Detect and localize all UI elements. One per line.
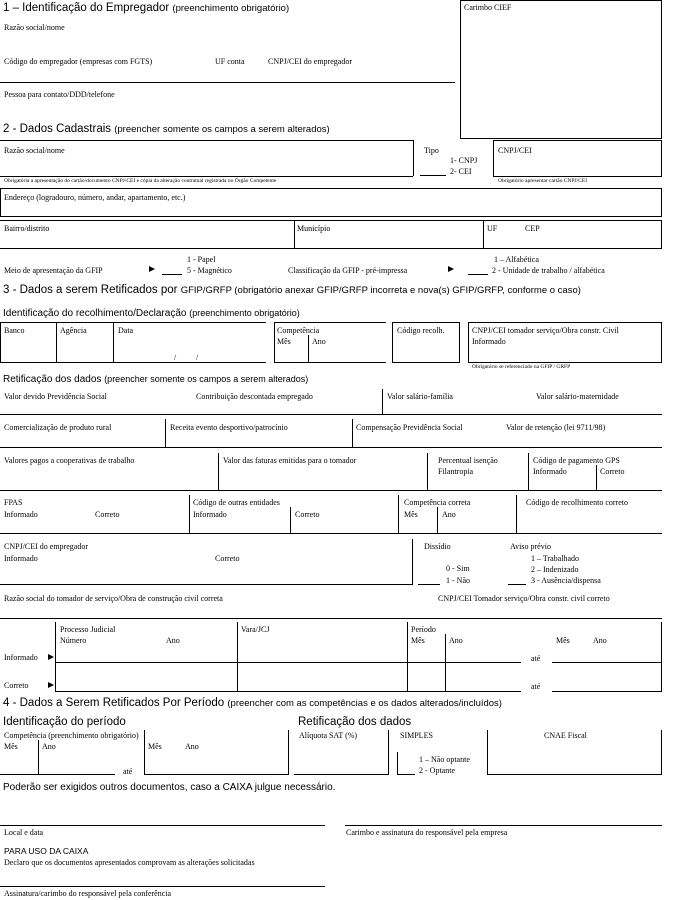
s3-processo-numero: Número — [60, 636, 87, 645]
s1-razao-label: Razão social/nome — [4, 23, 65, 32]
footer-declaro: Declaro que os documentos apresentados comprovam as alterações solicitadas — [4, 858, 255, 867]
s3-agencia-label: Agência — [60, 326, 87, 335]
s4-divider — [661, 730, 662, 775]
s3-aviso-ausencia: 3 - Ausência/dispensa — [531, 576, 601, 585]
s3-line — [274, 362, 386, 363]
s2-line — [0, 176, 413, 177]
s3-line — [55, 691, 521, 692]
s3-cnpj-tom-correto-label: CNPJ/CEI Tomador serviço/Obra constr. civil correto — [438, 594, 610, 603]
s3-line — [392, 322, 460, 323]
s4-divider — [487, 730, 488, 775]
s3-line — [0, 322, 266, 323]
s2-uf-label: UF — [487, 224, 498, 233]
s1-uf-label: UF conta — [215, 57, 245, 66]
section-3-title: 3 - Dados a serem Retificados por GFIP/GRFP (obrigatório anexar GFIP/GRFP incorreta e nova(s) GFIP/GRFP, conforme o caso) — [3, 284, 581, 296]
footer-assinatura-label: Assinatura/carimbo do responsável pela conferência — [4, 889, 172, 898]
s3-retencao-label: Valor de retenção (lei 9711/98) — [506, 423, 606, 432]
s3-line — [392, 362, 460, 363]
s3-cnpj-emp-informado: Informado — [4, 554, 38, 563]
s3-divider — [661, 622, 662, 692]
s2-meio-blank[interactable] — [162, 274, 182, 275]
s3-fpas-informado: Informado — [4, 510, 38, 519]
s3-sal-fam-label: Valor salário-família — [387, 392, 453, 401]
s3-dissidio-label: Dissídio — [424, 542, 451, 551]
s4-divider — [397, 752, 398, 775]
s2-cep-label: CEP — [525, 224, 540, 233]
s3-periodo-mes2: Mês — [556, 636, 570, 645]
s4-simples-label: SIMPLES — [400, 731, 433, 740]
s3-line — [0, 414, 662, 415]
s2-divider — [493, 140, 494, 176]
s3-aviso-indenizado: 2 – Indenizado — [531, 565, 579, 574]
s4-ident-title: Identificação do período — [3, 716, 126, 728]
s3-divider — [165, 419, 166, 447]
s1-line — [0, 82, 455, 83]
s3-cod-outras-label: Código de outras entidades — [193, 498, 280, 507]
s3-periodo-ano: Ano — [449, 636, 463, 645]
arrow-right-icon — [48, 654, 54, 660]
s2-tipo-blank[interactable] — [420, 175, 446, 176]
s2-top-line-right — [493, 140, 662, 141]
s3-line — [468, 322, 662, 323]
s2-tipo-label: Tipo — [424, 146, 439, 155]
s3-aviso-label: Aviso prévio — [510, 542, 551, 551]
s3-ident-title: Identificação do recolhimento/Declaração (preenchimento obrigatório) — [3, 308, 300, 319]
s3-codpag-correto: Correto — [600, 467, 625, 476]
s2-meio-label: Meio de apresentação da GFIP — [4, 266, 103, 275]
s3-compet-ano: Ano — [312, 337, 326, 346]
s3-line — [0, 490, 662, 491]
s3-divider — [596, 465, 597, 491]
s3-line — [274, 322, 386, 323]
s4-line — [487, 774, 662, 775]
s3-line — [0, 362, 266, 363]
s3-divider — [56, 322, 57, 363]
s4-simples-sim: 2 - Optante — [419, 766, 455, 775]
s3-compet-correta-ano: Ano — [442, 510, 456, 519]
s3-retif-title: Retificação dos dados (preencher somente os campos a serem alterados) — [3, 374, 309, 385]
s3-fpas-label: FPAS — [4, 498, 23, 507]
s3-codpag-label: Código de pagamento GPS — [533, 456, 620, 465]
s1-codigo-label: Código do empregador (empresas com FGTS) — [4, 57, 153, 66]
s1-contato-label: Pessoa para contato/DDD/telefone — [4, 90, 115, 99]
s2-classif-unidade: 2 - Unidade de trabalho / alfabética — [492, 266, 605, 275]
s3-divider — [459, 322, 460, 363]
s2-divider — [294, 220, 295, 248]
s3-periodo-ano2: Ano — [593, 636, 607, 645]
s3-correto-ate: até — [531, 682, 541, 691]
s3-contrib-label: Contribuição descontada empregado — [196, 392, 313, 401]
s3-line — [0, 447, 662, 448]
s3-divider — [352, 419, 353, 447]
s3-divider — [382, 389, 383, 415]
s3-dissidio-nao: 1 - Não — [446, 576, 470, 585]
s3-data-slash: / — [174, 353, 177, 362]
s4-divider — [388, 730, 389, 775]
s3-divider — [468, 322, 469, 363]
s3-divider — [445, 634, 446, 692]
s3-row-correto: Correto — [4, 681, 29, 690]
s2-line — [493, 176, 662, 177]
s3-divider — [407, 622, 408, 692]
s4-ano2-label: Ano — [185, 742, 199, 751]
s4-cnae-label: CNAE Fiscal — [544, 731, 587, 740]
s4-line — [144, 774, 288, 775]
s2-cnpj-label: CNPJ/CEI — [498, 146, 532, 155]
s3-vara-label: Vara/JCJ — [241, 625, 270, 634]
s3-filantropia-label: Filantropia — [438, 467, 474, 476]
s3-divider — [437, 507, 438, 534]
s3-dissidio-sim: 0 - Sim — [446, 564, 470, 573]
s3-cod-rec-correto-label: Código de recolhimento correto — [526, 498, 628, 507]
s3-aviso-blank[interactable] — [508, 584, 526, 585]
footer-note: Poderão ser exigidos outros documentos, caso a CAIXA julgue necessário. — [3, 782, 336, 793]
footer-para-uso: PARA USO DA CAIXA — [4, 846, 89, 856]
carimbo-cief-box[interactable] — [460, 0, 662, 139]
s2-classif-label: Classificação da GFIP - pré-impressa — [288, 266, 408, 275]
s3-receita-label: Receita evento desportivo/patrocínio — [170, 423, 288, 432]
s3-cod-outras-correto: Correto — [295, 510, 320, 519]
s3-divider — [290, 507, 291, 534]
section-1-title: 1 – Identificação do Empregador (preenchimento obrigatório) — [3, 2, 290, 14]
s2-classif-blank[interactable] — [468, 274, 488, 275]
s4-line — [294, 774, 389, 775]
s3-divider — [308, 335, 309, 363]
arrow-right-icon — [48, 682, 54, 688]
s2-top-line — [0, 140, 413, 141]
s2-divider — [661, 140, 662, 176]
s4-ate: até — [123, 767, 133, 776]
s3-processo-label: Processo Judicial — [60, 625, 116, 634]
s3-divider — [113, 322, 114, 363]
s3-divider — [55, 622, 56, 692]
s3-processo-ano: Ano — [166, 636, 180, 645]
arrow-right-icon — [149, 266, 155, 272]
s3-divider — [412, 539, 413, 585]
s3-line — [0, 584, 413, 585]
s3-line — [0, 618, 662, 619]
s2-razao-label: Razão social/nome — [4, 146, 65, 155]
s3-line — [55, 662, 521, 663]
s3-divider — [516, 495, 517, 534]
s3-comerc-label: Comercialização de produto rural — [4, 423, 112, 432]
s3-divider — [392, 322, 393, 363]
s3-cnpj-emp-correto: Correto — [215, 554, 240, 563]
s2-divider — [661, 220, 662, 248]
footer-local-label: Local e data — [4, 828, 44, 837]
s4-mes-label: Mês — [4, 742, 18, 751]
s3-periodo-mes: Mês — [411, 636, 425, 645]
s4-aliquota-label: Alíquota SAT (%) — [299, 731, 358, 740]
s3-divider — [218, 453, 219, 491]
s3-periodo-label: Período — [411, 625, 436, 634]
s3-banco-label: Banco — [4, 326, 25, 335]
s3-dissidio-blank[interactable] — [418, 584, 440, 585]
s3-cnpjtom-label: CNPJ/CEI tomador serviço/Obra constr. Civil — [472, 326, 619, 335]
s3-divider — [237, 622, 238, 692]
arrow-right-icon — [448, 266, 454, 272]
s3-compet-correta-label: Competência correta — [404, 498, 471, 507]
s4-compet-note: Competência (preenchimento obrigatório) — [4, 731, 139, 740]
s3-divider — [528, 453, 529, 491]
s3-fpas-correto: Correto — [95, 510, 120, 519]
s4-divider — [38, 740, 39, 775]
s2-obs1: Obrigatória a apresentação do cartão/documento CNPJ/CEI e cópia da alteração contratual registrada no Órgão Competente — [4, 178, 277, 184]
s2-line — [0, 220, 662, 221]
s3-compet-label: Competência — [277, 326, 320, 335]
footer-line — [345, 825, 662, 826]
footer-line — [0, 886, 325, 887]
s4-retif-title: Retificação dos dados — [298, 716, 412, 728]
s3-compens-label: Compensação Previdência Social — [356, 423, 463, 432]
s3-line — [552, 691, 662, 692]
s3-cnpj-emp-label: CNPJ/CEI do empregador — [4, 542, 88, 551]
s2-meio-magnetico: 5 - Magnético — [187, 266, 232, 275]
s3-cod-outras-informado: Informado — [193, 510, 227, 519]
footer-carimbo-label: Carimbo e assinatura do responsável pela empresa — [346, 828, 508, 837]
s3-compet-mes: Mês — [277, 337, 291, 346]
s4-ano-label: Ano — [42, 742, 56, 751]
s2-tipo-cnpj: 1- CNPJ — [450, 156, 478, 165]
s3-line — [552, 662, 662, 663]
s2-obs2: Obrigatório apresentar cartão CNPJ/CEI — [498, 178, 588, 184]
s3-cnpjtom-informado: Informado — [472, 337, 506, 346]
s3-divider — [274, 322, 275, 363]
s3-divider — [661, 322, 662, 363]
s3-valores-coop-label: Valores pagos a cooperativas de trabalho — [4, 456, 135, 465]
s3-sal-mat-label: Valor salário-maternidade — [536, 392, 619, 401]
s3-row-informado: Informado — [4, 653, 38, 662]
s3-informado-ate: até — [531, 654, 541, 663]
s4-simples-nao: 1 – Não optante — [419, 755, 470, 764]
s3-divider — [398, 495, 399, 534]
section-4-title: 4 - Dados a Serem Retificados Por Período (preencher com as competências e os dados alterados/incluídos) — [3, 697, 502, 709]
s4-divider — [288, 730, 289, 775]
s3-aviso-trabalhado: 1 – Trabalhado — [531, 554, 579, 563]
carimbo-cief-label: Carimbo CIEF — [464, 3, 512, 12]
s4-divider — [144, 730, 145, 775]
s3-percentual-label: Percentual isenção — [438, 456, 498, 465]
s4-mes2-label: Mês — [148, 742, 162, 751]
s2-tipo-cei: 2- CEI — [450, 167, 472, 176]
s3-codpag-informado: Informado — [533, 467, 567, 476]
s3-line — [468, 362, 662, 363]
s3-valor-prev-label: Valor devido Previdência Social — [4, 392, 107, 401]
s2-municipio-label: Município — [297, 224, 331, 233]
s3-codrec-label: Código recolh. — [397, 326, 445, 335]
s3-obs-gfip: Obrigatório se referenciado na GFIP / GRFP — [472, 364, 571, 370]
s4-line — [0, 774, 115, 775]
s3-faturas-label: Valor das faturas emitidas para o tomador — [223, 456, 357, 465]
s3-compet-correta-mes: Mês — [404, 510, 418, 519]
s3-data-slash: / — [196, 353, 199, 362]
s3-razao-tom-label: Razão social do tomador de serviço/Obra de construção civil correta — [4, 594, 223, 603]
s1-cnpj-label: CNPJ/CEI do empregador — [268, 57, 352, 66]
s2-bairro-label: Bairro/distrito — [4, 224, 50, 233]
s2-classif-alfa: 1 – Alfabética — [494, 255, 539, 264]
s2-divider — [413, 140, 414, 176]
s2-meio-papel: 1 - Papel — [187, 255, 216, 264]
s3-divider — [0, 322, 1, 363]
s3-line — [0, 533, 662, 534]
s3-data-label: Data — [118, 326, 134, 335]
s3-divider — [427, 453, 428, 491]
s4-simples-blank[interactable] — [397, 774, 415, 775]
s2-divider — [483, 220, 484, 248]
footer-line — [0, 825, 325, 826]
s3-divider — [189, 495, 190, 534]
section-2-title: 2 - Dados Cadastrais (preencher somente os campos a serem alterados) — [3, 123, 330, 135]
s2-line — [0, 248, 662, 249]
s2-endereco-label: Endereço (logradouro, número, andar, apartamento, etc.) — [4, 193, 186, 202]
